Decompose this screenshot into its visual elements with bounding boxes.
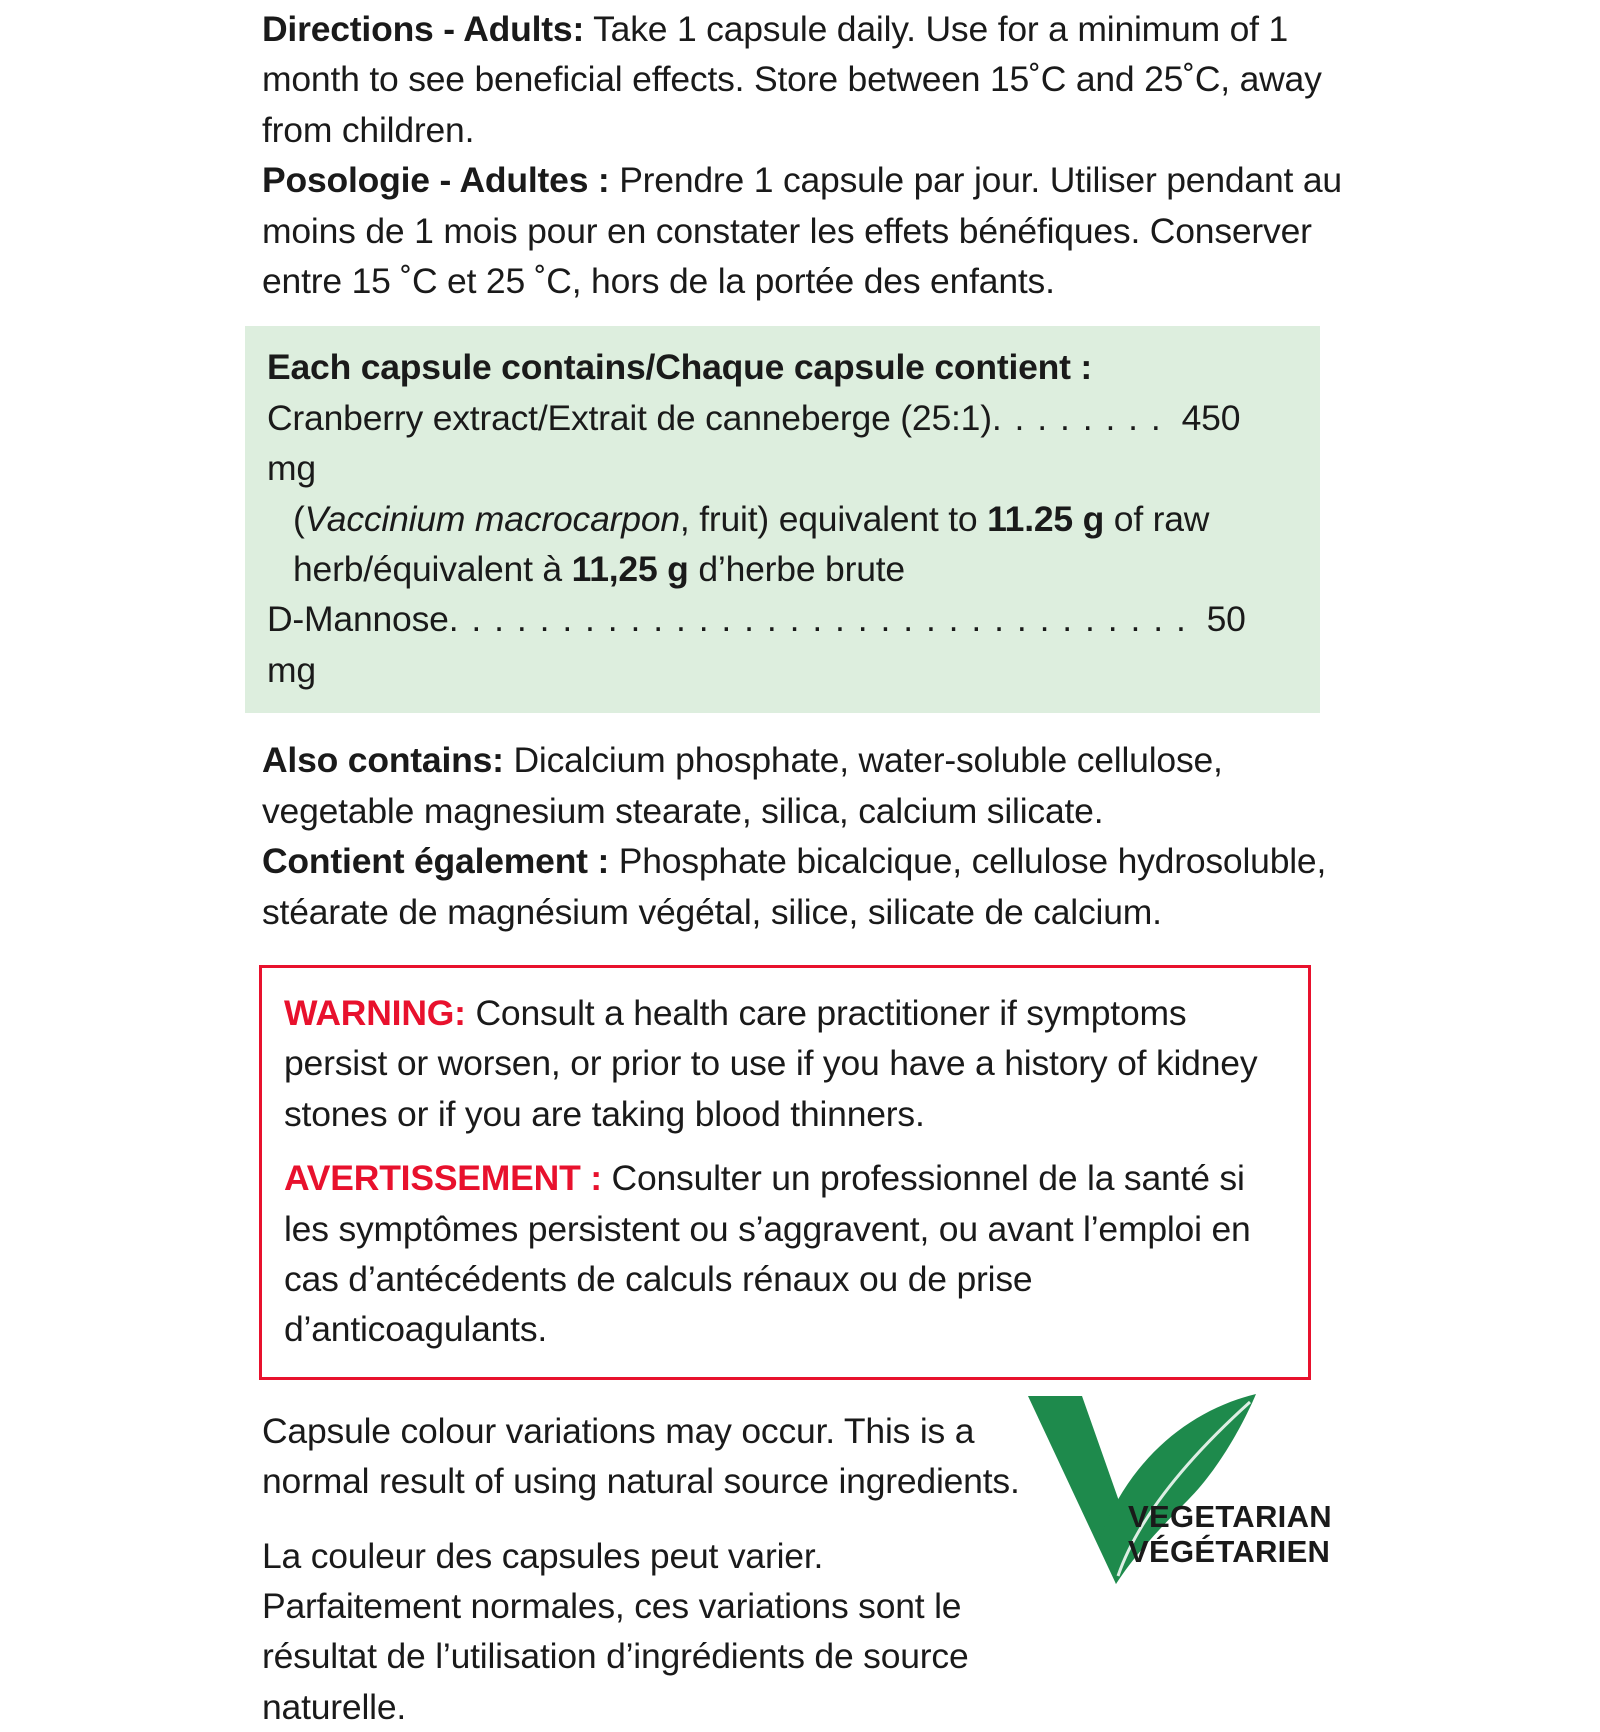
ingredient-equiv-fr: 11,25 g [571, 549, 689, 590]
ingredient-source-mid: , fruit) equivalent to [679, 498, 988, 539]
footer-notes [262, 1406, 1022, 1732]
warning-box [259, 965, 1311, 1380]
vegetarian-logo-text [1128, 1500, 1332, 1569]
ingredient-row-dmannose [267, 594, 1298, 695]
warning-english-label: WARNING: [284, 992, 466, 1033]
directions-french-text: Prendre 1 capsule par jour. Utiliser pendant au moins de 1 mois pour en constater les effets bénéfiques. Conserver entre 15 ˚C et 25 ˚C, hors de la portée des enfants. [262, 160, 1342, 302]
also-contains-french-label: Contient également : [262, 841, 610, 882]
also-contains-english-label: Also contains: [262, 740, 504, 781]
directions-english [262, 4, 1342, 155]
warning-french-label: AVERTISSEMENT : [284, 1158, 602, 1199]
capsule-colour-note-french: La couleur des capsules peut varier. Parfaitement normales, ces variations sont le résultat de l’utilisation d’ingrédients de source naturelle. [262, 1535, 969, 1727]
warning-french-text: Consulter un professionnel de la santé si les symptômes persistent ou s’aggravent, ou avant l’emploi en cas d’antécédents de calculs rénaux ou de prise d’anticoagulants. [284, 1158, 1251, 1350]
ingredient-dots-dmannose: . . . . . . . . . . . . . . . . . . . . . . . . . . . . . . . . . [448, 599, 1188, 640]
also-contains-english-text: Dicalcium phosphate, water-soluble cellulose, vegetable magnesium stearate, silica, calcium silicate. [262, 740, 1223, 831]
warning-french [284, 1153, 1286, 1355]
warning-english-text: Consult a health care practitioner if symptoms persist or worsen, or prior to use if you have a history of kidney stones or if you are taking blood thinners. [284, 992, 1258, 1134]
also-contains-french [262, 836, 1342, 937]
capsule-colour-note-english: Capsule colour variations may occur. This is a normal result of using natural source ingredients. [262, 1410, 1020, 1502]
also-contains-french-text: Phosphate bicalcique, cellulose hydrosoluble, stéarate de magnésium végétal, silice, silicate de calcium. [262, 841, 1327, 932]
directions-french-label: Posologie - Adultes : [262, 160, 610, 201]
ingredient-name-dmannose: D-Mannose [267, 599, 449, 640]
directions-english-text: Take 1 capsule daily. Use for a minimum of 1 month to see beneficial effects. Store between 15˚C and 25˚C, away from children. [262, 9, 1322, 150]
ingredient-latin-name: Vaccinium macrocarpon [304, 498, 680, 539]
directions-english-label: Directions - Adults: [262, 9, 585, 49]
also-contains-english [262, 735, 1342, 836]
warning-english [284, 988, 1286, 1139]
directions-section [262, 0, 1342, 306]
vegetarian-label-fr: VÉGÉTARIEN [1128, 1533, 1331, 1569]
ingredient-amount-dmannose: 50 mg [267, 599, 1246, 690]
medicinal-heading: Each capsule contains/Chaque capsule contient : [267, 347, 1093, 388]
vegetarian-label-en: VEGETARIAN [1128, 1499, 1332, 1534]
directions-french [262, 155, 1342, 306]
ingredient-row-cranberry [267, 393, 1298, 494]
ingredient-source-open: ( [293, 498, 305, 539]
ingredient-source-cranberry [267, 494, 1298, 595]
ingredient-amount-cranberry: 450 mg [267, 397, 1241, 489]
ingredient-source-end: d’herbe brute [688, 549, 905, 590]
ingredient-name-cranberry: Cranberry extract/Extrait de canneberge (25:1) [267, 397, 992, 438]
medicinal-ingredients-panel [245, 326, 1320, 713]
ingredient-equiv-en: 11.25 g [987, 498, 1105, 539]
non-medicinal-section [262, 735, 1342, 937]
ingredient-source-post: of raw herb/équivalent à [293, 498, 1210, 590]
ingredient-dots-cranberry: . . . . . . . . [991, 397, 1163, 438]
